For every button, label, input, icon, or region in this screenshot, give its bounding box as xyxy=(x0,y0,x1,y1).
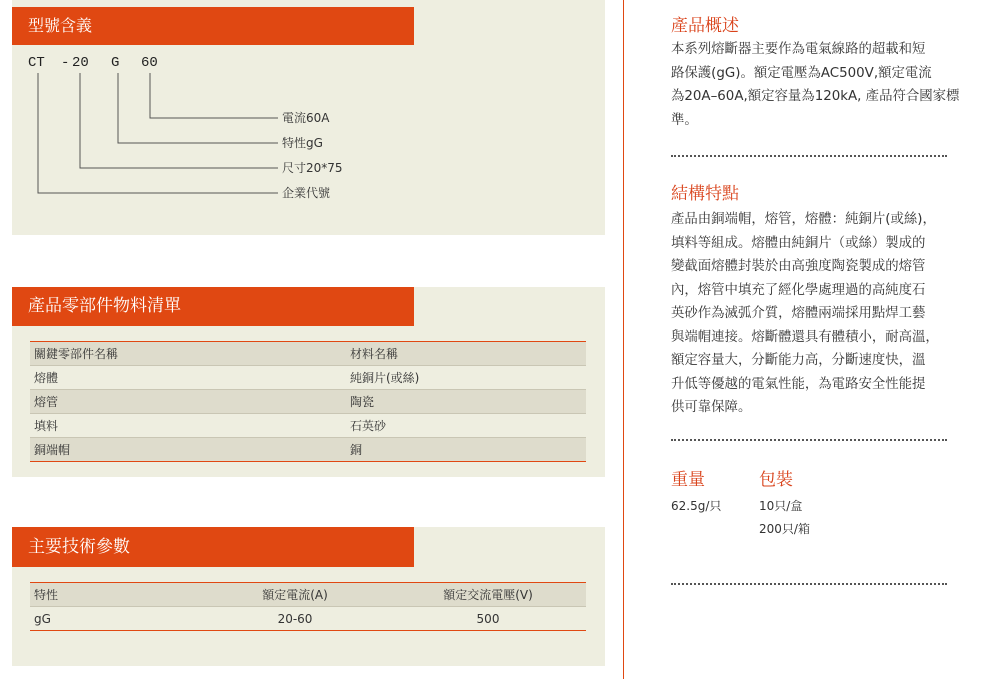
header-material: 材料名稱 xyxy=(346,342,586,366)
characteristic-value: gG xyxy=(34,611,51,626)
column-divider xyxy=(623,0,624,679)
structure-line: 供可靠保障。 xyxy=(671,400,752,415)
part-name: 填料 xyxy=(34,419,59,433)
structure-title: 結構特點 xyxy=(671,184,739,204)
table-row xyxy=(30,366,586,390)
code-dash: - xyxy=(61,55,70,71)
overview-line: 為20A–60A,額定容量為120kA, 產品符合國家標 xyxy=(671,89,960,104)
packaging-title: 包裝 xyxy=(759,470,793,490)
packaging-line: 200只/箱 xyxy=(759,522,810,536)
part-name: 熔管 xyxy=(30,390,346,414)
model-connector-lines xyxy=(0,0,300,200)
material: 石英砂 xyxy=(350,419,387,433)
part-name: 熔體 xyxy=(34,371,59,385)
legend-characteristic: 特性gG xyxy=(282,136,323,150)
table-header-row xyxy=(30,342,586,366)
structure-line: 內，熔管中填充了經化學處理過的高純度石 xyxy=(671,282,926,298)
structure-line: 填料等組成。熔體由純銅片（或絲）製成的 xyxy=(671,235,926,251)
table-row xyxy=(30,607,586,631)
overview-text xyxy=(671,38,961,132)
code-current: 60 xyxy=(141,55,158,71)
weight-value: 62.5g/只 xyxy=(671,499,722,513)
table-row xyxy=(30,390,586,414)
structure-line: 與端帽連接。熔斷體還具有體積小，耐高溫， xyxy=(671,329,939,345)
table-row xyxy=(30,414,586,438)
table-header-row xyxy=(30,583,586,607)
code-char: G xyxy=(111,55,120,71)
model-title: 型號含義 xyxy=(12,7,414,45)
legend-current: 電流60A xyxy=(282,111,330,125)
specs-title: 主要技術參數 xyxy=(12,527,414,567)
packaging-line: 10只/盒 xyxy=(759,499,803,513)
part-name: 銅端帽 xyxy=(30,438,346,462)
dotted-divider xyxy=(671,439,947,441)
rated-current-value: 20-60 xyxy=(277,611,313,626)
legend-size: 尺寸20*75 xyxy=(282,161,343,175)
structure-text xyxy=(671,208,961,420)
material: 純銅片(或絲) xyxy=(350,371,420,385)
bom-title: 產品零部件物料清單 xyxy=(12,287,414,326)
header-rated-voltage: 額定交流電壓(V) xyxy=(386,583,586,607)
code-size: 20 xyxy=(72,55,89,71)
specs-table xyxy=(30,582,586,631)
overview-line: 路保護(gG)。額定電壓為AC500V,額定電流 xyxy=(671,65,932,81)
rated-voltage-value: 500 xyxy=(476,611,500,626)
header-part-name: 關鍵零部件名稱 xyxy=(30,342,346,366)
dotted-divider xyxy=(671,155,947,157)
overview-line: 本系列熔斷器主要作為電氣線路的超載和短 xyxy=(671,42,926,57)
table-row xyxy=(30,438,586,462)
bom-table xyxy=(30,341,586,462)
header-characteristic: 特性 xyxy=(30,583,200,607)
structure-line: 產品由銅端帽，熔管，熔體：純銅片(或絲)， xyxy=(671,212,936,227)
material: 銅 xyxy=(346,438,586,462)
legend-company-code: 企業代號 xyxy=(282,186,331,200)
material: 陶瓷 xyxy=(346,390,586,414)
overview-line: 準。 xyxy=(671,112,698,128)
structure-line: 英砂作為滅弧介質，熔體兩端採用點焊工藝 xyxy=(671,306,926,321)
structure-line: 升低等優越的電氣性能，為電路安全性能提 xyxy=(671,376,926,392)
structure-line: 額定容量大，分斷能力高，分斷速度快，溫 xyxy=(671,353,926,368)
dotted-divider xyxy=(671,583,947,585)
code-ct: CT xyxy=(28,55,45,71)
structure-line: 變截面熔體封裝於由高強度陶瓷製成的熔管 xyxy=(671,259,926,274)
header-rated-current: 額定電流(A) xyxy=(200,583,386,607)
weight-title: 重量 xyxy=(671,470,705,490)
overview-title: 產品概述 xyxy=(671,16,739,36)
